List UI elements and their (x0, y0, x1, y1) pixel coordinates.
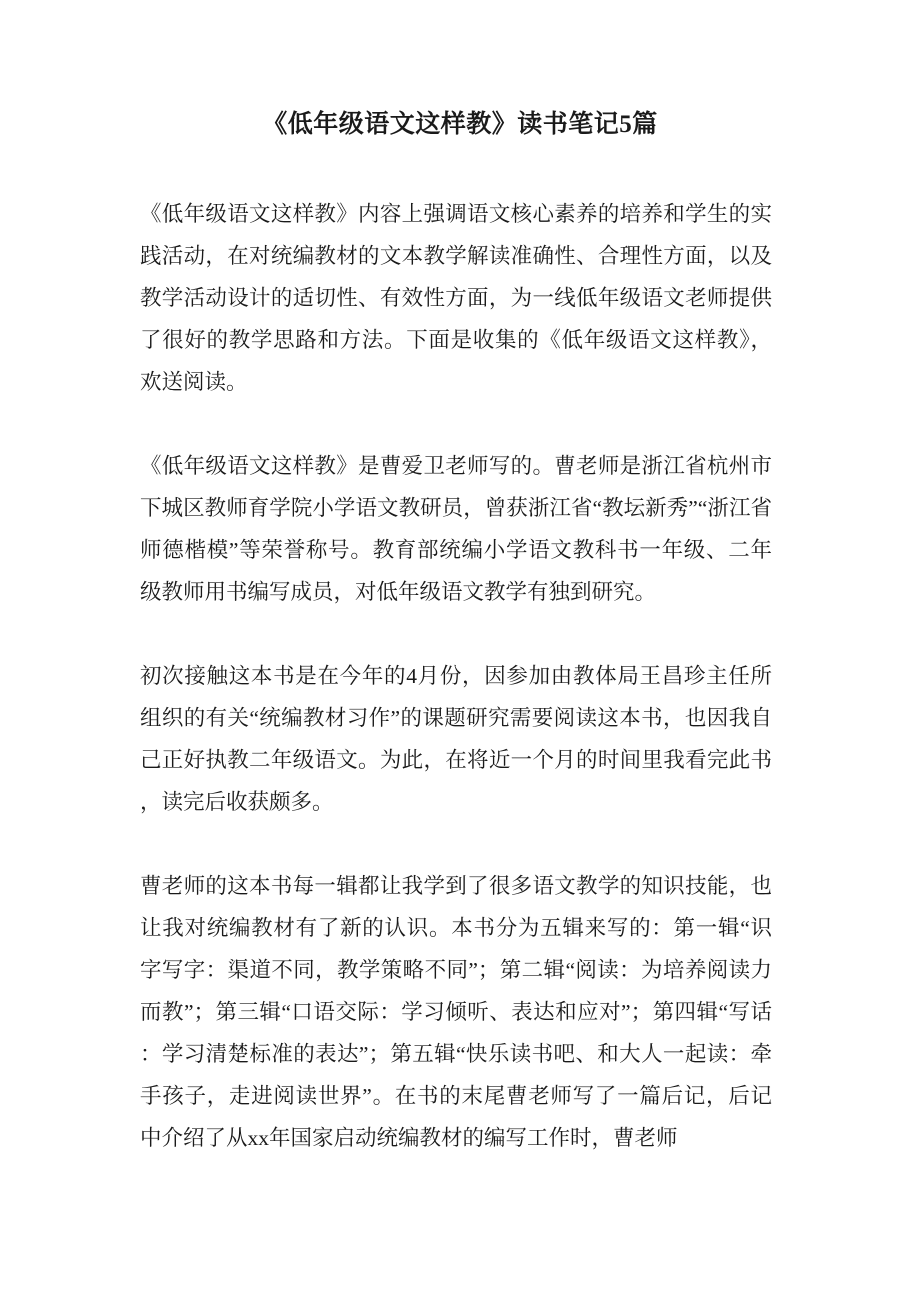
paragraph: 初次接触这本书是在今年的4月份，因参加由教体局王昌珍主任所组织的有关“统编教材习作”的课题研究需要阅读这本书，也因我自己正好执教二年级语文。为此，在将近一个月的时间里我看完此书，读完后收获颇多。 (140, 664, 772, 814)
document-title: 《低年级语文这样教》读书笔记5篇 (262, 111, 658, 138)
paragraph: 曹老师的这本书每一辑都让我学到了很多语文教学的知识技能，也让我对统编教材有了新的认识。本书分为五辑来写的：第一辑“识字写字：渠道不同，教学策略不同”；第二辑“阅读：为培养阅读力而教”；第三辑“口语交际：学习倾听、表达和应对”；第四辑“写话：学习清楚标准的表达”；第五辑“快乐读书吧、和大人一起读：牵手孩子，走进阅读世界”。在书的末尾曹老师写了一篇后记，后记中介绍了从xx年国家启动统编教材的编写工作时，曹老师 (140, 874, 772, 1150)
paragraph: 《低年级语文这样教》是曹爱卫老师写的。曹老师是浙江省杭州市下城区教师育学院小学语文教研员，曾获浙江省“教坛新秀”“浙江省师德楷模”等荣誉称号。教育部统编小学语文教科书一年级、二年级教师用书编写成员，对低年级语文教学有独到研究。 (140, 454, 772, 604)
paragraph: 《低年级语文这样教》内容上强调语文核心素养的培养和学生的实践活动，在对统编教材的文本教学解读准确性、合理性方面，以及教学活动设计的适切性、有效性方面，为一线低年级语文老师提供了很好的教学思路和方法。下面是收集的《低年级语文这样教》，欢送阅读。 (140, 202, 772, 394)
document-body (140, 193, 772, 1159)
